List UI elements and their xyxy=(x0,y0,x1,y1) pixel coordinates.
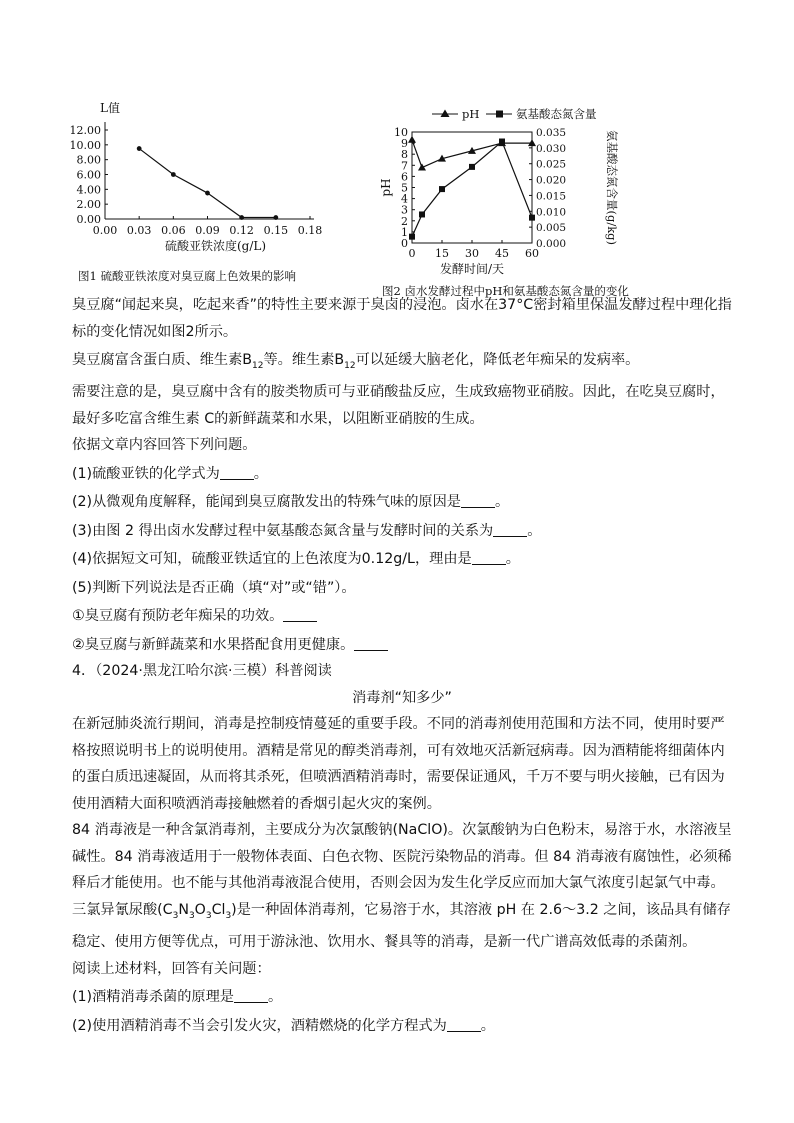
data-point xyxy=(137,146,142,151)
answer-blank[interactable] xyxy=(493,522,527,537)
legend-label-n: 氨基酸态氮含量 xyxy=(516,107,597,121)
x-tick-label: 0.06 xyxy=(161,224,186,237)
q3-text: (3)由图 2 得出卤水发酵过程中氨基酸态氮含量与发酵时间的关系为 xyxy=(72,522,494,539)
p6-text-c: O xyxy=(194,901,206,918)
q2-text: (2)从微观角度解释，能闻到臭豆腐散发出的特殊气味的原因是 xyxy=(72,494,461,511)
data-point-nitrogen xyxy=(419,211,425,217)
question-5-1 xyxy=(72,603,732,630)
answer-blank[interactable] xyxy=(354,636,388,651)
q7-text: (2)使用酒精消毒不当会引发火灾，酒精燃烧的化学方程式为 xyxy=(72,1017,447,1034)
y-tick-label: 0 xyxy=(401,237,408,250)
question-6 xyxy=(72,984,732,1011)
figure-2 xyxy=(372,100,632,282)
y-tick-label: 3 xyxy=(401,203,408,217)
x-axis-label: 发酵时间/天 xyxy=(439,262,505,276)
x-tick-label: 0.00 xyxy=(92,224,118,237)
chart-2-svg xyxy=(372,100,632,282)
question-1 xyxy=(72,461,732,488)
p2-text-b: 等。维生素B xyxy=(263,352,345,368)
question-4 xyxy=(72,546,732,573)
y2-tick-label: 0.035 xyxy=(536,127,567,139)
y2-tick-label: 0.000 xyxy=(536,238,567,250)
q7-end: 。 xyxy=(480,1017,495,1034)
series-line-nitrogen xyxy=(412,142,532,237)
p6-sub-1: 3 xyxy=(172,910,179,921)
y2-tick-label: 0.030 xyxy=(536,142,567,155)
figure-2-caption: 图2 卤水发酵过程中pH和氨基酸态氮含量的变化 xyxy=(382,284,629,298)
y-tick-label: 7 xyxy=(401,159,408,173)
y-tick-label: 4.00 xyxy=(76,183,101,197)
paragraph-7: 阅读上述材料，回答有关问题： xyxy=(72,960,271,977)
x-tick-label: 30 xyxy=(465,247,479,260)
figure-1-caption: 图1 硫酸亚铁浓度对臭豆腐上色效果的影响 xyxy=(78,269,296,283)
y-axis-label: L值 xyxy=(100,101,120,115)
legend-label-ph: pH xyxy=(462,107,480,121)
paragraph-4: 依据文章内容回答下列问题。 xyxy=(72,437,257,454)
q6-end: 。 xyxy=(267,989,283,1006)
y-tick-label: 0.00 xyxy=(76,213,101,226)
answer-blank[interactable] xyxy=(234,988,268,1003)
q3-end: 。 xyxy=(527,522,542,539)
y-tick-label: 1 xyxy=(401,225,408,239)
y-axis-label: pH xyxy=(379,178,393,197)
question-7 xyxy=(72,1013,732,1040)
article-title: 消毒剂“知多少” xyxy=(352,689,452,706)
data-point-nitrogen xyxy=(439,186,445,192)
x-tick-label: 60 xyxy=(525,247,539,260)
x-tick-label: 0.03 xyxy=(126,224,152,237)
data-point xyxy=(273,215,278,220)
q1-end: 。 xyxy=(253,465,268,482)
p2-sub-1: 12 xyxy=(251,360,264,371)
q1-text: (1)硫酸亚铁的化学式为 xyxy=(72,465,220,482)
y-tick-label: 6.00 xyxy=(76,168,101,182)
q6-text: (1)酒精消毒杀菌的原理是 xyxy=(72,989,234,1006)
paragraph-2 xyxy=(72,347,732,379)
x-tick-label: 0 xyxy=(408,247,416,260)
y2-tick-label: 0.010 xyxy=(536,206,567,219)
y-tick-label: 4 xyxy=(401,192,408,206)
x-tick-label: 0.12 xyxy=(229,224,254,237)
question-3 xyxy=(72,518,732,545)
answer-blank[interactable] xyxy=(447,1016,481,1031)
data-point-nitrogen xyxy=(469,164,475,170)
y-tick-label: 2 xyxy=(401,214,408,228)
y2-tick-label: 0.005 xyxy=(536,222,567,235)
y-tick-label: 5 xyxy=(401,181,408,195)
p6-text-d: Cl xyxy=(211,901,226,918)
section-header: 4．（2024·黑龙江哈尔滨·三模）科普阅读 xyxy=(72,663,332,680)
q4-end: 。 xyxy=(505,551,520,568)
data-point xyxy=(205,191,210,196)
y2-tick-label: 0.025 xyxy=(536,158,567,171)
y2-axis-label: 氨基酸态氮含量(g/kg) xyxy=(605,129,619,246)
data-point-ph xyxy=(418,164,426,171)
question-5-2 xyxy=(72,632,732,659)
document-body xyxy=(72,292,732,1039)
legend-marker-ph xyxy=(441,110,450,118)
p2-text-c: 可以延缓大脑老化，降低老年痴呆的发病率。 xyxy=(355,352,640,368)
data-point-ph xyxy=(408,136,416,143)
figure-1 xyxy=(58,88,348,258)
data-point-nitrogen xyxy=(499,139,505,145)
paragraph-5: 在新冠肺炎流行期间，消毒是控制疫情蔓延的重要手段。不同的消毒剂使用范围和方法不同，使用时要严格按照说明书上的说明使用。酒精是常见的醇类消毒剂，可有效地灭活新冠病毒。因为酒精能将细菌体内的蛋白质迅速凝固，从而将其杀死，但喷洒酒精消毒时，需要保证通风，千万不要与明火接触，已有因为使用酒精大面积喷洒消毒接触燃着的香烟引起火灾的案例。 xyxy=(72,716,725,812)
answer-blank[interactable] xyxy=(461,493,495,508)
x-tick-label: 15 xyxy=(435,247,449,260)
p6-sub-2: 3 xyxy=(188,910,195,921)
q4-text: (4)依据短文可知，硫酸亚铁适宜的上色浓度为0.12g/L，理由是 xyxy=(72,551,472,568)
y2-tick-label: 0.020 xyxy=(536,174,567,187)
paragraph-6 xyxy=(72,817,732,955)
y-tick-label: 10 xyxy=(394,126,408,139)
paragraph-3: 需要注意的是，臭豆腐中含有的胺类物质可与亚硝酸盐反应，生成致癌物亚硝胺。因此，在吃臭豆腐时，最好多吃富含维生素 C的新鲜蔬菜和水果，以阻断亚硝胺的生成。 xyxy=(72,384,725,427)
question-2 xyxy=(72,489,732,516)
x-tick-label: 45 xyxy=(495,247,509,260)
q5-1-text: ①臭豆腐有预防老年痴呆的功效。 xyxy=(72,608,284,625)
answer-blank[interactable] xyxy=(472,550,506,565)
data-point xyxy=(171,172,176,177)
q5-2-text: ②臭豆腐与新鲜蔬菜和水果搭配食用更健康。 xyxy=(72,636,355,653)
data-point-nitrogen xyxy=(409,234,415,240)
chart-1-svg xyxy=(58,88,348,258)
data-point-nitrogen xyxy=(529,215,535,221)
paragraph-1: 臭豆腐“闻起来臭，吃起来香”的特性主要来源于臭卤的浸泡。卤水在37°C密封箱里保温发酵过程中理化指标的变化情况如图2所示。 xyxy=(72,297,732,340)
y-tick-label: 12.00 xyxy=(69,124,101,137)
p6-sub-4: 3 xyxy=(225,910,232,921)
series-line xyxy=(139,149,276,218)
x-tick-label: 0.18 xyxy=(297,224,323,237)
y-tick-label: 8.00 xyxy=(76,153,101,167)
question-5: (5)判断下列说法是否正确（填“对”或“错”）。 xyxy=(72,579,356,596)
p6-text-e: )是一种固体消毒剂，它易溶于水，其溶液 pH 在 2.6～3.2 之间，该品具有储存稳定、使用方便等优点，可用于游泳池、饮用水、餐具等的消毒，是新一代广谱高效低毒的杀菌剂。 xyxy=(72,901,731,951)
y2-tick-label: 0.015 xyxy=(536,190,567,203)
answer-blank[interactable] xyxy=(283,607,317,622)
y-tick-label: 9 xyxy=(401,137,408,151)
p6-text-a: 84 消毒液是一种含氯消毒剂，主要成分为次氯酸钠(NaClO)。次氯酸钠为白色粉末，易溶于水，水溶液呈碱性。84 消毒液适用于一般物体表面、白色衣物、医院污染物品的消毒。但 84 消毒液有腐蚀性，必须稀释后才能使用。也不能与其他消毒液混合使用，否则会因为发生化学反应而加大氯气浓度引起氯气中毒。三氯异氰尿酸(C xyxy=(72,822,732,918)
x-axis-label: 硫酸亚铁浓度(g/L) xyxy=(164,239,267,253)
data-point xyxy=(239,215,244,220)
p2-text-a: 臭豆腐富含蛋白质、维生素B xyxy=(72,352,252,368)
x-tick-label: 0.09 xyxy=(195,224,220,237)
y-tick-label: 8 xyxy=(401,148,408,162)
p2-sub-2: 12 xyxy=(344,360,356,371)
p6-text-b: N xyxy=(178,901,189,918)
legend-marker-n xyxy=(496,111,503,118)
y-tick-label: 6 xyxy=(401,170,408,184)
q2-end: 。 xyxy=(494,494,510,511)
answer-blank[interactable] xyxy=(220,465,254,480)
y-tick-label: 2.00 xyxy=(76,198,101,212)
y-tick-label: 10.00 xyxy=(69,138,101,152)
x-tick-label: 0.15 xyxy=(263,224,289,237)
p6-sub-3: 3 xyxy=(205,910,212,921)
